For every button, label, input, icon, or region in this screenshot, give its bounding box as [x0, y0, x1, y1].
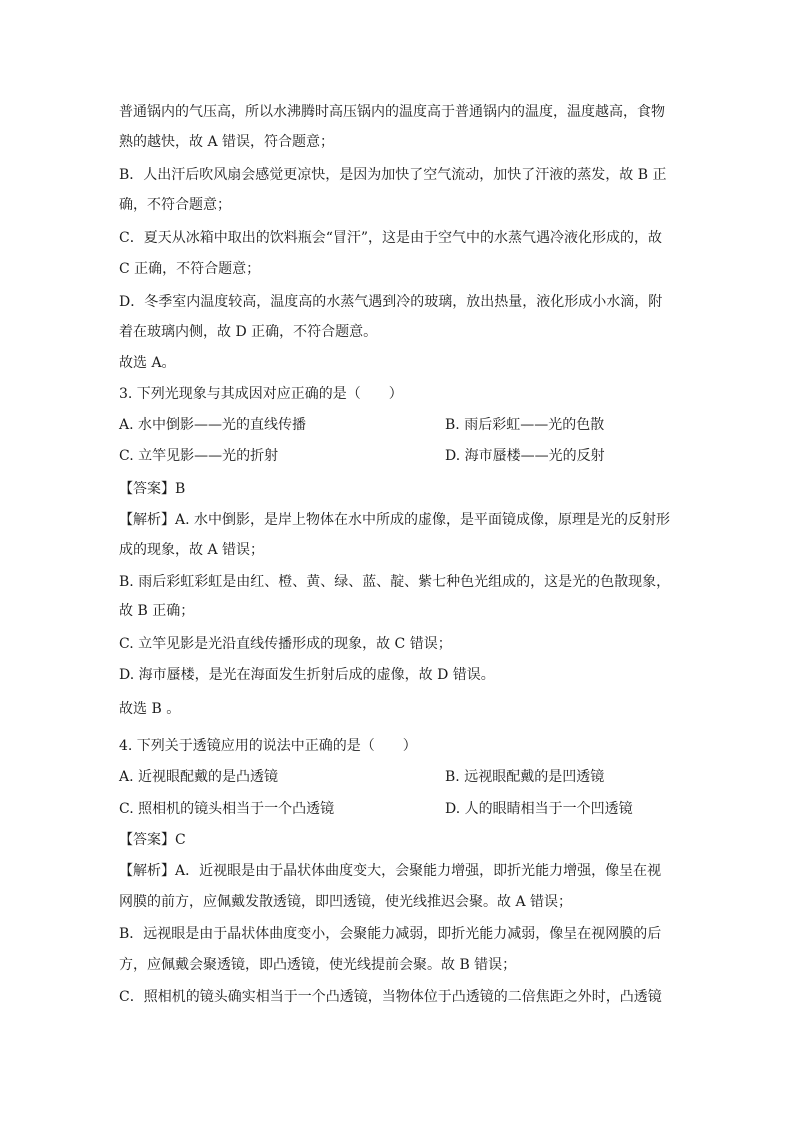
text-line: D．冬季室内温度较高，温度高的水蒸气遇到冷的玻璃，放出热量，液化形成小水滴，附: [119, 294, 663, 310]
text-line: 网膜的前方，应佩戴发散透镜，即凹透镜，使光线推迟会聚。故 A 错误；: [119, 894, 573, 910]
question-3-option-b: B. 雨后彩虹——光的色散: [445, 417, 605, 433]
text-line: 故 B 正确；: [119, 603, 195, 619]
question-4-option-d: D. 人的眼睛相当于一个凹透镜: [445, 801, 633, 817]
question-3-stem: 3. 下列光现象与其成因对应正确的是（ ）: [119, 386, 403, 402]
text-line: 【解析】A．近视眼是由于晶状体曲度变大，会聚能力增强，即折光能力增强，像呈在视: [119, 863, 662, 879]
question-4-option-c: C. 照相机的镜头相当于一个凸透镜: [119, 801, 335, 817]
text-line: 熟的越快，故 A 错误，符合题意；: [119, 134, 335, 150]
text-line: 【解析】A. 水中倒影，是岸上物体在水中所成的虚像，是平面镜成像，原理是光的反射形: [119, 512, 671, 528]
text-line: 成的现象，故 A 错误；: [119, 542, 265, 558]
text-line: B．远视眼是由于晶状体曲度变小，会聚能力减弱，即折光能力减弱，像呈在视网膜的后: [119, 926, 662, 942]
question-3-option-a: A. 水中倒影——光的直线传播: [119, 417, 307, 433]
text-line: 故选 A。: [119, 355, 176, 371]
text-line: C. 立竿见影是光沿直线传播形成的现象，故 C 错误；: [119, 636, 452, 652]
text-line: C．夏天从冰箱中取出的饮料瓶会“冒汗”，这是由于空气中的水蒸气遇冷液化形成的，故: [119, 230, 663, 246]
text-line: D. 海市蜃楼，是光在海面发生折射后成的虚像，故 D 错误。: [119, 667, 495, 683]
question-4-option-a: A. 近视眼配戴的是凸透镜: [119, 769, 279, 785]
text-line: 确，不符合题意；: [119, 197, 231, 213]
text-line: 着在玻璃内侧，故 D 正确，不符合题意。: [119, 324, 378, 340]
question-3-option-d: D. 海市蜃楼——光的反射: [445, 448, 605, 464]
text-line: 故选 B 。: [119, 701, 181, 717]
question-3-answer: 【答案】B: [119, 481, 186, 497]
text-line: 方，应佩戴会聚透镜，即凸透镜，使光线提前会聚。故 B 错误；: [119, 957, 517, 973]
text-line: B. 雨后彩虹彩虹是由红、橙、黄、绿、蓝、靛、紫七种色光组成的，这是光的色散现象，: [119, 574, 671, 590]
text-line: 普通锅内的气压高，所以水沸腾时高压锅内的温度高于普通锅内的温度，温度越高，食物: [119, 104, 665, 120]
text-line: B．人出汗后吹风扇会感觉更凉快，是因为加快了空气流动，加快了汗液的蒸发，故 B 正: [119, 167, 667, 183]
question-4-option-b: B. 远视眼配戴的是凹透镜: [445, 769, 605, 785]
text-line: C 正确，不符合题意；: [119, 261, 261, 277]
question-4-answer: 【答案】C: [119, 832, 186, 848]
question-3-option-c: C. 立竿见影——光的折射: [119, 448, 279, 464]
text-line: C．照相机的镜头确实相当于一个凸透镜，当物体位于凸透镜的二倍焦距之外时，凸透镜: [119, 989, 662, 1005]
question-4-stem: 4. 下列关于透镜应用的说法中正确的是（ ）: [119, 738, 417, 754]
